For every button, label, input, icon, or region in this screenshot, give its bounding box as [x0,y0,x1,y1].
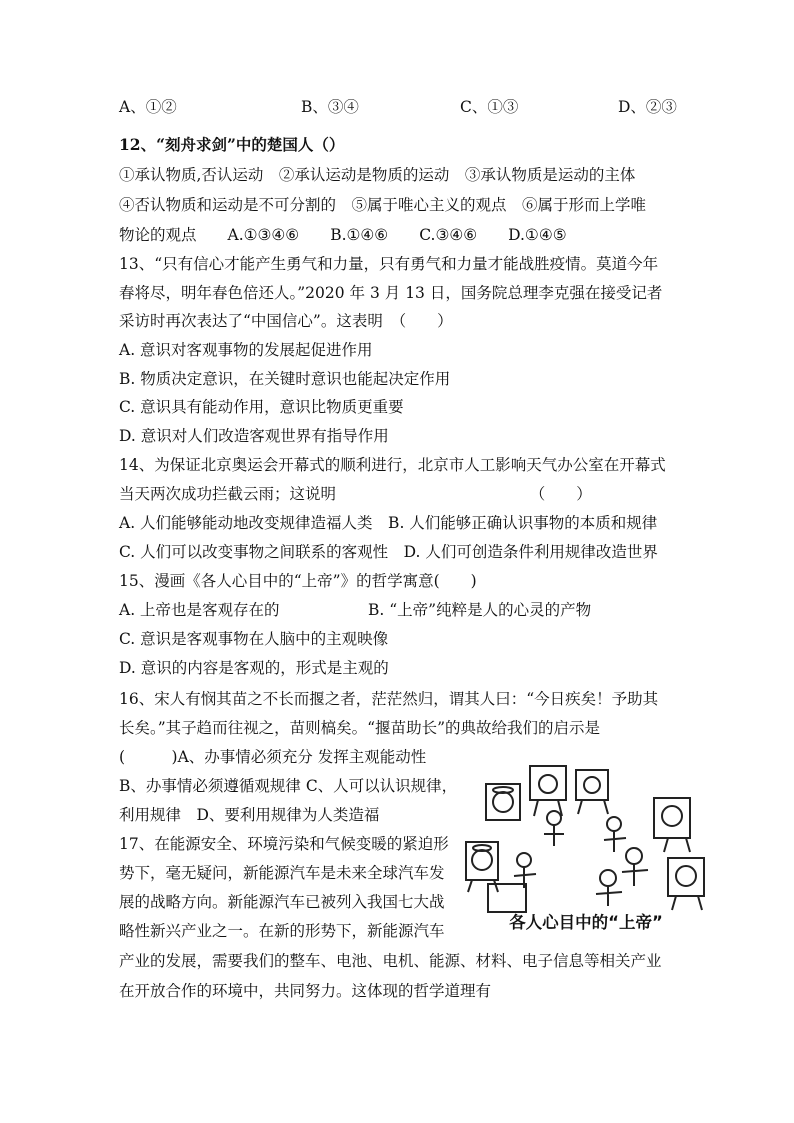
q17-line-6: 在开放合作的环境中，共同努力。这体现的哲学道理有 [119,982,492,1000]
q13-option-b: B. 物质决定意识，在关键时意识也能起决定作用 [119,370,451,388]
q12-line-3: 物论的观点 A.①③④⑥ B.①④⑥ C.③④⑥ D.①④⑤ [119,226,567,244]
q17-line-2: 势下，毫无疑问，新能源汽车是未来全球汽车发 [119,864,445,882]
q15-option-c: C. 意识是客观事物在人脑中的主观映像 [119,630,389,648]
q12-line-1: ①承认物质,否认运动 ②承认运动是物质的运动 ③承认物质是运动的主体 [119,166,636,184]
q15-option-b: B. “上帝”纯粹是人的心灵的产物 [368,601,592,619]
q13-stem-3: 采访时再次表达了“中国信心”。这表明 （ ） [119,312,453,330]
q11-option-d: D、②③ [618,98,677,116]
q16-stem-2: 长矣。”其子趋而往视之，苗则槁矣。“揠苗助长”的典故给我们的启示是 [119,719,601,737]
q11-option-a: A、①② [119,98,177,116]
god-cartoon-illustration [458,760,714,936]
q13-stem-1: 13、“只有信心才能产生勇气和力量，只有勇气和力量才能战胜疫情。莫道今年 [119,255,659,273]
q11-option-b: B、③④ [301,98,359,116]
q14-stem-2: 当天两次成功拦截云雨；这说明 （ ） [119,485,592,503]
q14-stem-1: 14、为保证北京奥运会开幕式的顺利进行，北京市人工影响天气办公室在开幕式 [119,456,666,474]
q15-stem: 15、漫画《各人心目中的“上帝”》的哲学寓意( ) [119,572,477,590]
q14-options-cd: C. 人们可以改变事物之间联系的客观性 D. 人们可创造条件利用规律改造世界 [119,543,658,561]
q13-option-d: D. 意识对人们改造客观世界有指导作用 [119,427,389,445]
q15-option-a: A. 上帝也是客观存在的 [119,601,280,619]
q16-line-5: 利用规律 D、要利用规律为人类造福 [119,806,380,824]
q17-line-3: 展的战略方向。新能源汽车已被列入我国七大战 [119,893,445,911]
q15-option-d: D. 意识的内容是客观的，形式是主观的 [119,659,389,677]
q13-option-c: C. 意识具有能动作用，意识比物质更重要 [119,398,404,416]
q12-line-2: ④否认物质和运动是不可分割的 ⑤属于唯心主义的观点 ⑥属于形而上学唯 [119,196,647,214]
q16-line-3: ( )A、办事情必须充分 发挥主观能动性 [119,748,427,766]
q12-stem: 12、“刻舟求剑”中的楚国人（） [119,135,345,154]
q17-line-5: 产业的发展，需要我们的整车、电池、电机、能源、材料、电子信息等相关产业 [119,952,662,970]
q17-line-1: 17、在能源安全、环境污染和气候变暖的紧迫形 [119,835,449,853]
q16-line-4: B、办事情必须遵循观规律 C、人可以认识规律， [119,777,458,795]
q17-line-4: 略性新兴产业之一。在新的形势下，新能源汽车 [119,922,445,940]
cartoon-caption: 各人心目中的“上帝” [509,913,663,932]
q14-options-ab: A. 人们能够能动地改变规律造福人类 B. 人们能够正确认识事物的本质和规律 [119,514,658,532]
q16-stem-1: 16、宋人有悯其苗之不长而揠之者，茫茫然归，谓其人曰：“今日疾矣！予助其 [119,690,659,708]
q13-stem-2: 春将尽，明年春色倍还人。”2020 年 3 月 13 日，国务院总理李克强在接受记者 [119,284,663,302]
q11-option-c: C、①③ [460,98,519,116]
q13-option-a: A. 意识对客观事物的发展起促进作用 [119,341,373,359]
